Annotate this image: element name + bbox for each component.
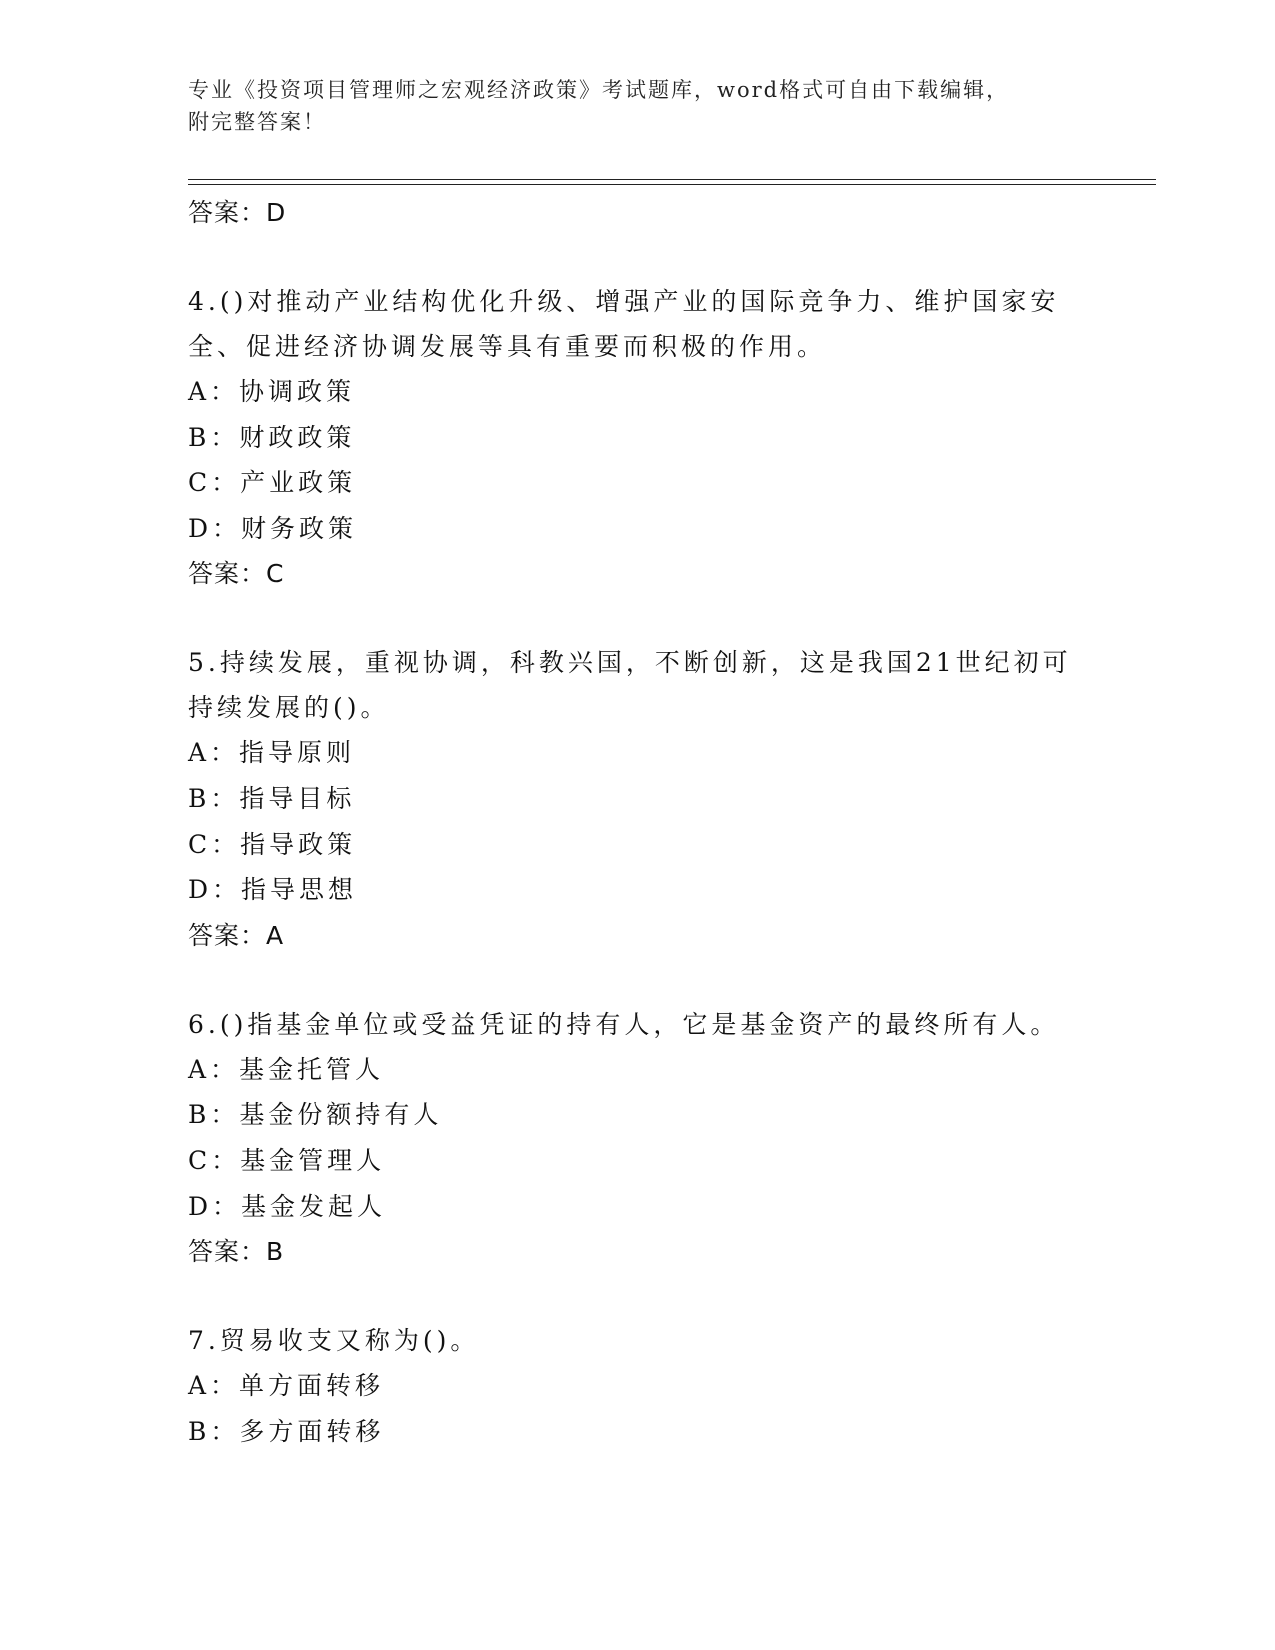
answer-line: 答案：C xyxy=(188,559,285,589)
question-text: 6.()指基金单位或受益凭证的持有人，它是基金资产的最终所有人。 xyxy=(188,1009,1060,1039)
option-c: C：基金管理人 xyxy=(188,1145,386,1175)
option-d: D：财务政策 xyxy=(188,513,358,543)
answer-line: 答案：B xyxy=(188,1237,285,1267)
header-line-2: 附完整答案！ xyxy=(188,110,326,134)
option-a: A：指导原则 xyxy=(188,738,356,768)
answer-line: 答案：A xyxy=(188,920,285,950)
document-body xyxy=(188,190,1088,1454)
question-block xyxy=(188,279,1088,597)
option-a: A：基金托管人 xyxy=(188,1054,385,1084)
header-rule-bottom xyxy=(188,184,1156,185)
question-text: 4.()对推动产业结构优化升级、增强产业的国际竞争力、维护国家安全、促进经济协调发展等具有重要而积极的作用。 xyxy=(188,287,1060,361)
header-line-1: 专业《投资项目管理师之宏观经济政策》考试题库，word格式可自由下载编辑， xyxy=(188,78,1010,102)
option-b: B：财政政策 xyxy=(188,422,356,452)
document-header xyxy=(188,74,1088,138)
question-block xyxy=(188,1002,1088,1275)
option-b: B：基金份额持有人 xyxy=(188,1100,443,1130)
option-b: B：多方面转移 xyxy=(188,1416,385,1446)
question-block xyxy=(188,640,1088,958)
option-d: D：基金发起人 xyxy=(188,1191,387,1221)
option-b: B：指导目标 xyxy=(188,783,356,813)
question-text: 5.持续发展，重视协调，科教兴国，不断创新，这是我国21世纪初可持续发展的()。 xyxy=(188,648,1072,723)
answer-line: 答案：D xyxy=(188,198,287,227)
question-text: 7.贸易收支又称为()。 xyxy=(188,1326,480,1356)
option-d: D：指导思想 xyxy=(188,875,358,905)
option-a: A：协调政策 xyxy=(188,377,356,406)
option-c: C：指导政策 xyxy=(188,829,357,859)
option-a: A：单方面转移 xyxy=(188,1371,385,1401)
header-rule-top xyxy=(188,179,1156,180)
option-c: C：产业政策 xyxy=(188,468,357,498)
question-block xyxy=(188,1318,1088,1454)
